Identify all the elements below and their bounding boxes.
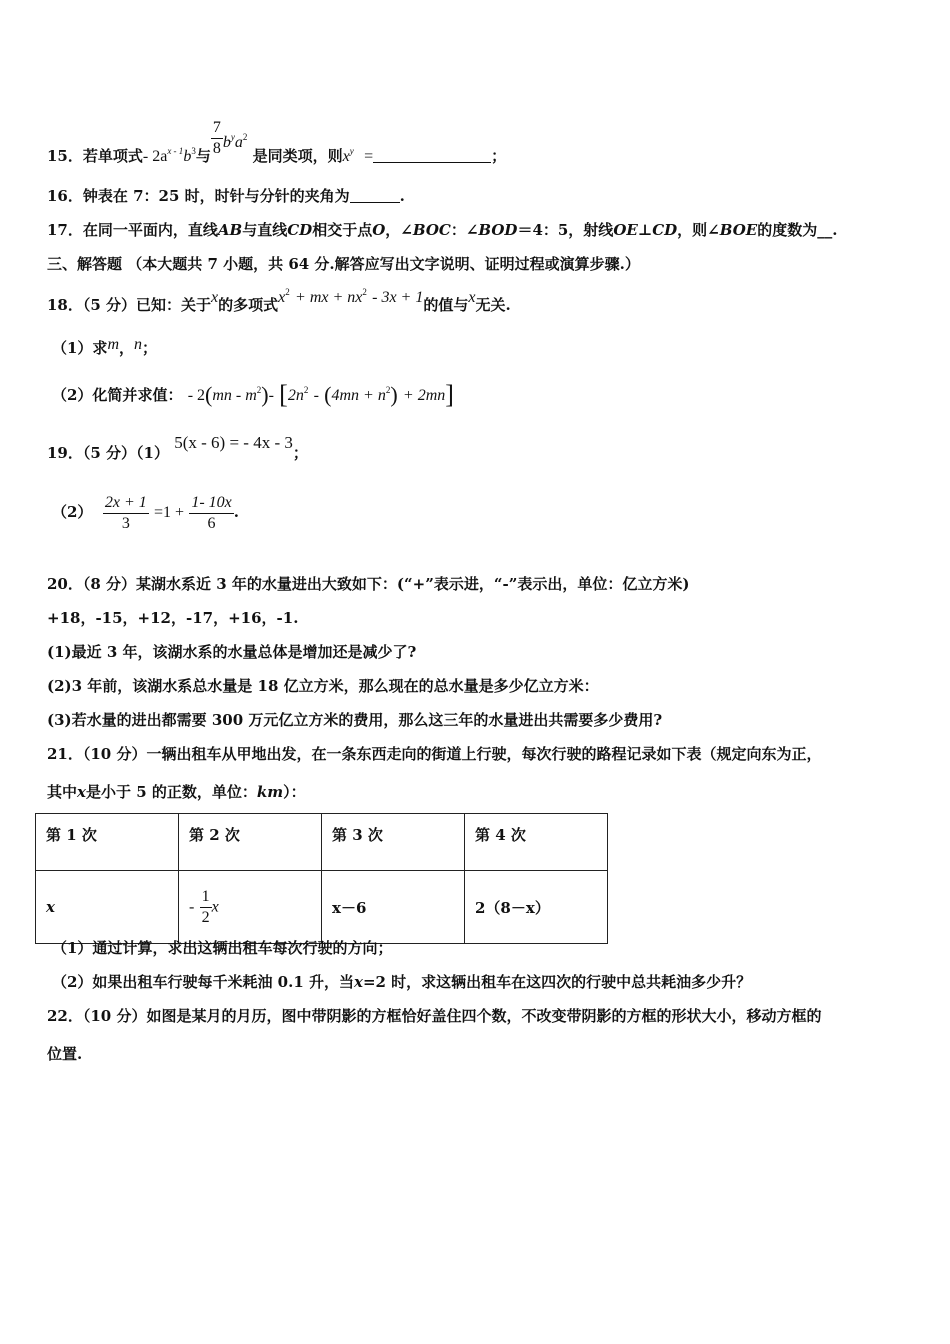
- q21-text-a: 其中: [47, 783, 78, 801]
- cell-2-x: x: [211, 898, 219, 915]
- q17-text-3: 相交于点: [312, 221, 373, 239]
- q19-text-1: 19．（5 分）（1）: [47, 444, 169, 462]
- q19-frac-2-den: 6: [207, 514, 216, 532]
- q15-xy-x: x: [342, 148, 350, 165]
- q18-text-2: 的多项式: [218, 296, 279, 314]
- q19-fraction-2: [189, 493, 233, 534]
- q15-mono2-a: a: [234, 134, 243, 151]
- q15-prefix: 15．若单项式: [47, 147, 143, 165]
- q15-answer-blank: [373, 148, 491, 163]
- q19-equation-1: 5(x - 6) = - 4x - 3: [174, 433, 293, 452]
- q18-sub2-minus-1: -: [268, 387, 274, 404]
- cell-2-num: 1: [200, 887, 212, 908]
- q15-mid: 是同类项，则: [252, 147, 343, 165]
- q16-text: 16．钟表在 7：25 时，时针与分针的夹角为: [47, 187, 350, 205]
- q19-end-2: .: [233, 503, 239, 521]
- q16-end: .: [399, 187, 405, 205]
- trip-table: [35, 813, 608, 944]
- q17-ab: AB: [217, 221, 243, 239]
- q18-sub2-exp-2: 2: [303, 385, 309, 395]
- q17-text-1: 17．在同一平面内，直线: [47, 221, 218, 239]
- table-cell-trip-4: 2（8－x）: [465, 871, 608, 944]
- q21-sub2-x: x: [353, 973, 363, 991]
- q17-cd: CD: [287, 221, 313, 239]
- q16-answer-blank: [350, 188, 400, 203]
- q18-poly-part-2: - 3x + 1: [372, 289, 424, 306]
- q21-sub2: [52, 972, 751, 992]
- q19-sub2-label: （2）: [52, 503, 93, 521]
- q18-sub1: [52, 338, 157, 359]
- table-header-row: [36, 814, 608, 871]
- q22-line-1: 22．（10 分）如图是某月的月历，图中带阴影的方框恰好盖住四个数，不改变带阴影的方框的形状大小，移动方框的: [47, 1007, 822, 1025]
- q17-line: [47, 220, 837, 240]
- cell-2-sign: -: [189, 898, 195, 915]
- q17-cd-2: CD: [652, 221, 678, 239]
- q21-line-1: 21．（10 分）一辆出租车从甲地出发，在一条东西走向的街道上行驶，每次行驶的路程记录如下表（规定向东为正，: [47, 745, 822, 763]
- table-cell-trip-2: [179, 871, 322, 944]
- table-header-cell: 第 4 次: [465, 814, 608, 871]
- q17-text-5: ：∠: [450, 221, 479, 239]
- q17-text-7: ⊥: [637, 221, 653, 239]
- q15-mono1: - 2a: [142, 148, 168, 165]
- q19-line: [47, 432, 308, 462]
- q20-values: +18，-15，+12，-17，+16，-1.: [47, 609, 299, 627]
- q18-sub2-term-3: 4mn + n: [331, 387, 386, 404]
- q21-x: x: [77, 783, 86, 801]
- table-header-cell: 第 1 次: [36, 814, 179, 871]
- q17-bod: BOD: [478, 221, 518, 239]
- table-row: [36, 871, 608, 944]
- q19-frac-1-den: 3: [121, 514, 130, 532]
- q21-sub2-text-a: （2）如果出租车行驶每千米耗油 0.1 升，当: [52, 973, 354, 991]
- q18-sub2-minus-2: -: [313, 387, 319, 404]
- q17-text-6: ＝4：5，射线: [517, 221, 614, 239]
- q17-boc: BOC: [412, 221, 451, 239]
- q20-title: 20．（8 分）某湖水系近 3 年的水量进出大致如下：(“+”表示进，“-”表示出，单位：亿立方米): [47, 575, 690, 593]
- cell-2-fraction: [200, 887, 212, 928]
- q18-x-1: x: [211, 289, 219, 306]
- q21-sub1: （1）通过计算，求出这辆出租车每次行驶的方向；: [52, 939, 393, 957]
- q15-frac-num: 7: [211, 118, 223, 139]
- q15-conj: 与: [195, 147, 211, 165]
- q21-km: km: [256, 783, 284, 801]
- table-header-cell: 第 3 次: [322, 814, 465, 871]
- q18-sub1-m: m: [107, 336, 119, 353]
- q18-sub2-term-4: + 2mn: [402, 387, 446, 404]
- q18-sub2-label: （2）化简并求值：: [52, 386, 183, 404]
- q18-sub1-sep: ，: [119, 339, 135, 357]
- table-cell-trip-3: x－6: [322, 871, 465, 944]
- q17-text-4: ，∠: [385, 221, 413, 239]
- table-header-cell: 第 2 次: [179, 814, 322, 871]
- q19-fraction-1: [103, 493, 149, 534]
- q15-end: ；: [491, 147, 507, 165]
- q17-oe: OE: [613, 221, 638, 239]
- q15-mono2-b: b: [222, 134, 231, 151]
- cell-1-value: x: [46, 898, 55, 916]
- q21-text-b: 是小于 5 的正数，单位：: [85, 783, 257, 801]
- section-heading: 三、解答题 （本大题共 7 小题，共 64 分.解答应写出文字说明、证明过程或演算步骤.）: [47, 255, 640, 273]
- q18-poly-exp-1: 2: [285, 287, 290, 297]
- q19-middle: =1 +: [154, 504, 185, 521]
- q15-mono1-exp-a: x - 1: [167, 146, 184, 156]
- q20-sub2: (2)3 年前，该湖水系总水量是 18 亿立方米，那么现在的总水量是多少亿立方米：: [47, 677, 599, 695]
- q18-poly-exp-2: 2: [362, 287, 367, 297]
- q22-line-2: 位置.: [47, 1045, 83, 1063]
- q15-mono1-b: b: [183, 148, 192, 165]
- q18-line: [47, 287, 511, 316]
- q15-mono1-exp-b: 3: [191, 146, 196, 156]
- q15-mono2-exp-a: 2: [242, 132, 248, 142]
- q17-text-2: 与直线: [242, 221, 288, 239]
- q18-text-1: 18．（5 分）已知：关于: [47, 296, 212, 314]
- q15-frac-den: 8: [212, 140, 221, 157]
- table-cell-trip-1: [36, 871, 179, 944]
- q15-mono2-exp-b: y: [230, 132, 235, 142]
- q21-text-c: ）：: [283, 783, 306, 801]
- q18-sub2-coef: - 2: [187, 387, 206, 404]
- q19-frac-1-num: 2x + 1: [103, 493, 149, 514]
- q19-sub2: [52, 490, 239, 535]
- q18-sub1-label: （1）求: [52, 339, 108, 357]
- q18-text-3: 的值与: [423, 296, 469, 314]
- cell-2-den: 2: [201, 908, 210, 926]
- q18-poly-x: x: [278, 289, 286, 306]
- q15-fraction: [211, 118, 223, 159]
- q17-text-8: ，则∠: [677, 221, 720, 239]
- q17-boe: BOE: [719, 221, 758, 239]
- q18-poly-part-1: + mx + nx: [295, 289, 363, 306]
- q18-x-2: x: [468, 289, 476, 306]
- q18-sub2: （2）化简并求值： - $2(mn - m^2)-$ $[2n^2 - (4mn + n^2) + 2mn]$: [52, 380, 454, 409]
- q19-frac-2-num: 1- 10x: [189, 493, 233, 514]
- q18-sub1-end: ；: [142, 339, 158, 357]
- q15-line: [47, 118, 507, 165]
- q21-line-2: [47, 782, 306, 802]
- q21-sub2-text-b: =2 时，求这辆出租车在这四次的行驶中总共耗油多少升？: [362, 973, 752, 991]
- q15-eq: =: [364, 148, 374, 165]
- q18-sub2-exp-3: 2: [385, 385, 391, 395]
- q18-sub2-exp-1: 2: [256, 385, 262, 395]
- q18-sub1-n: n: [134, 336, 143, 353]
- q18-sub2-term-2: 2n: [287, 387, 304, 404]
- q17-text-9: 的度数为__.: [757, 221, 838, 239]
- q16-line: [47, 186, 405, 206]
- q18-text-4: 无关.: [475, 296, 511, 314]
- q20-sub1: (1)最近 3 年，该湖水系的水量总体是增加还是减少了?: [47, 643, 417, 661]
- q20-sub3: (3)若水量的进出都需要 300 万元亿立方米的费用，那么这三年的水量进出共需要多少费用?: [47, 711, 663, 729]
- q15-xy-y: y: [349, 146, 354, 156]
- q17-o: O: [372, 221, 386, 239]
- q18-sub2-term-1: mn - m: [212, 387, 257, 404]
- q19-end-1: ；: [292, 444, 308, 462]
